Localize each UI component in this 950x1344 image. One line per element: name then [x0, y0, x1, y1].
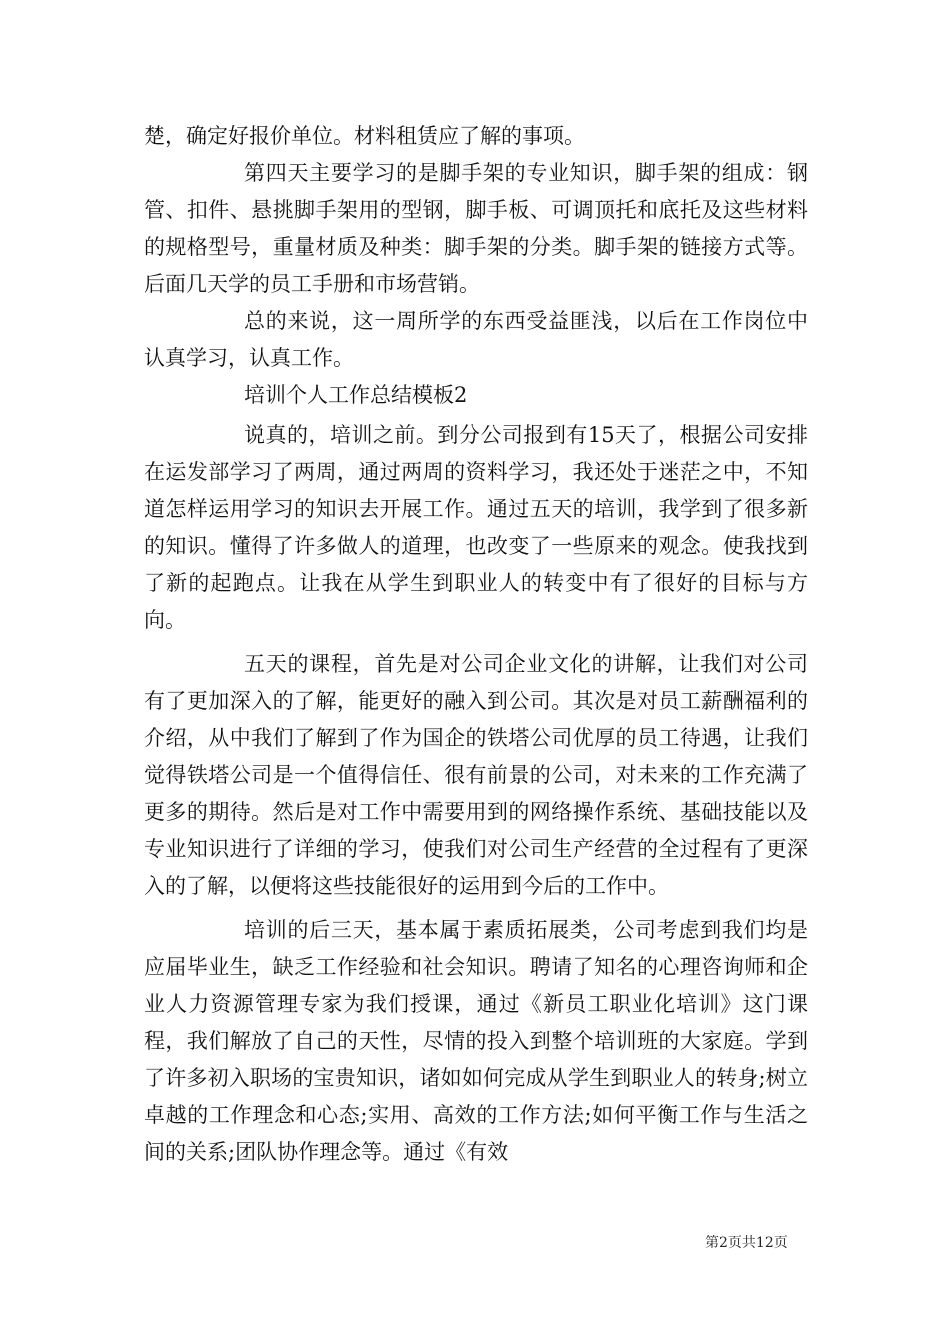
paragraph-summary: 总的来说，这一周所学的东西受益匪浅，以后在工作岗位中认真学习，认真工作。 [144, 309, 808, 370]
paragraph-continuation: 楚，确定好报价单位。材料租赁应了解的事项。 [144, 124, 585, 148]
section-heading: 培训个人工作总结模板2 [244, 383, 468, 407]
paragraph-last-three-days: 培训的后三天，基本属于素质拓展类，公司考虑到我们均是应届毕业生，缺乏工作经验和社会知识。聘请了知名的心理咨询师和企业人力资源管理专家为我们授课，通过《新员工职业化培训》这门课程，我们解放了自己的天性，尽情的投入到整个培训班的大家庭。学到了许多初入职场的宝贵知识，诸如如何完成从学生到职业人的转身;树立卓越的工作理念和心态;实用、高效的工作方法;如何平衡工作与生活之间的关系;团队协作理念等。通过《有效 [144, 918, 808, 1164]
paragraph-five-day-course: 五天的课程，首先是对公司企业文化的讲解，让我们对公司有了更加深入的了解，能更好的融入到公司。其次是对员工薪酬福利的介绍，从中我们了解到了作为国企的铁塔公司优厚的员工待遇，让我们觉得铁塔公司是一个值得信任、很有前景的公司，对未来的工作充满了更多的期待。然后是对工作中需要用到的网络操作系统、基础技能以及专业知识进行了详细的学习，使我们对公司生产经营的全过程有了更深入的了解，以便将这些技能很好的运用到今后的工作中。 [144, 652, 808, 898]
paragraph-intro: 说真的，培训之前。到分公司报到有15天了，根据公司安排在运发部学习了两周，通过两周的资料学习，我还处于迷茫之中，不知道怎样运用学习的知识去开展工作。通过五天的培训，我学到了很多新的知识。懂得了许多做人的道理，也改变了一些原来的观念。使我找到了新的起跑点。让我在从学生到职业人的转变中有了很好的目标与方向。 [144, 423, 808, 632]
document-body [144, 118, 808, 1171]
page-number-footer: 第2页共12页 [705, 1235, 788, 1251]
paragraph-scaffold-knowledge: 第四天主要学习的是脚手架的专业知识，脚手架的组成：钢管、扣件、悬挑脚手架用的型钢，脚手板、可调顶托和底托及这些材料的规格型号，重量材质及种类：脚手架的分类。脚手架的链接方式等。后面几天学的员工手册和市场营销。 [144, 161, 808, 296]
